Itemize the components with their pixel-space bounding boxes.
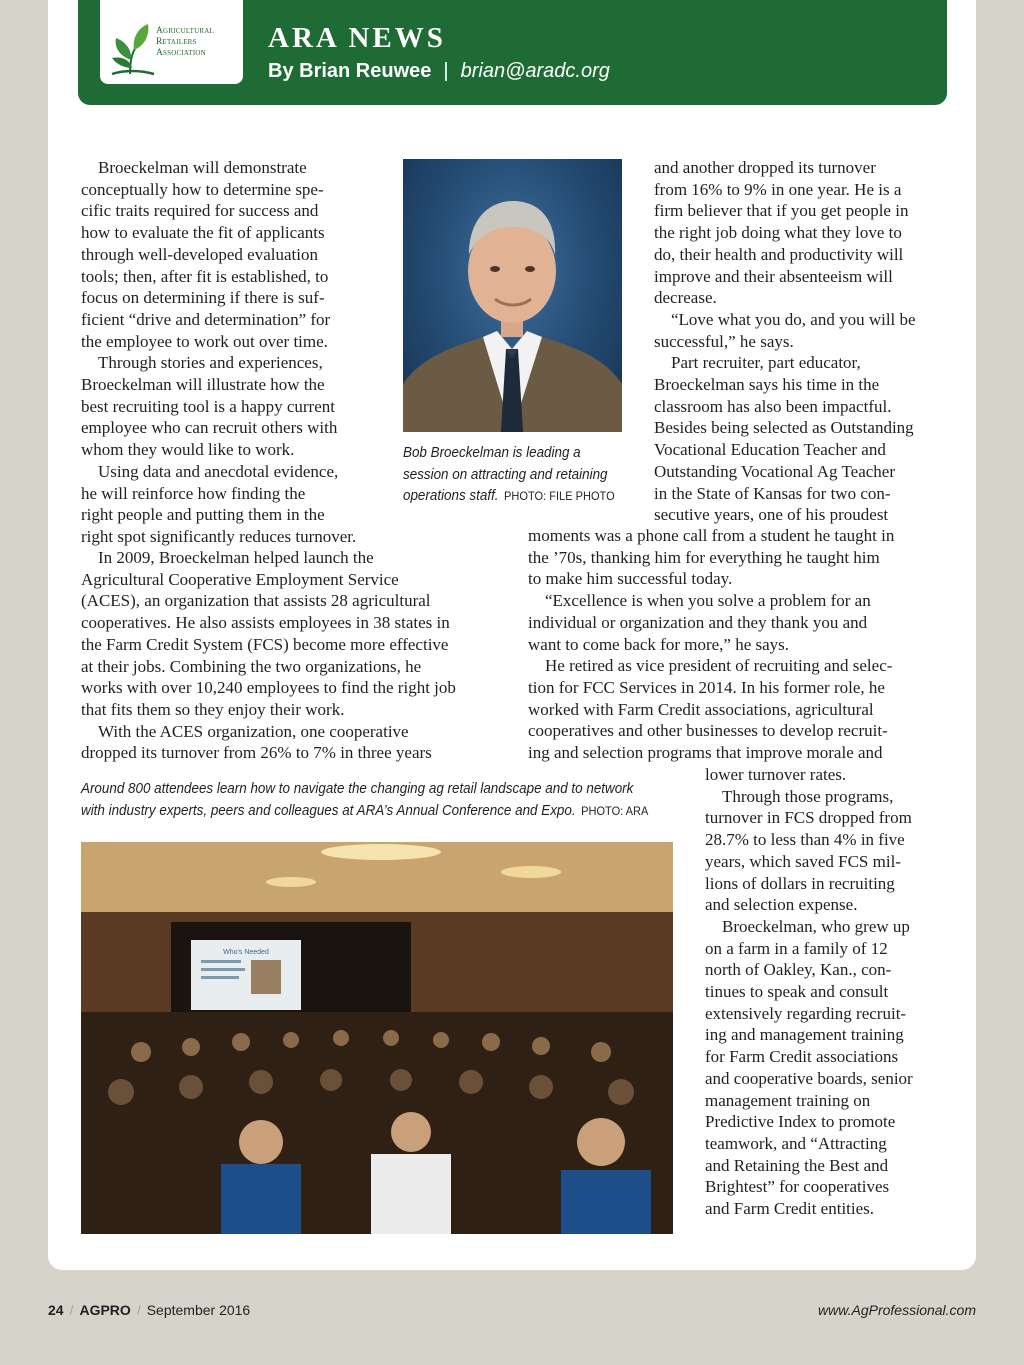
article-line: north of Oakley, Kan., con- (705, 960, 892, 980)
article-line: Using data and anecdotal evidence, (98, 461, 339, 481)
article-line: he will reinforce how finding the (81, 483, 306, 503)
article-line: secutive years, one of his proudest (654, 505, 889, 525)
footer-slash: / (69, 1302, 74, 1318)
article-line: how to evaluate the fit of applicants (81, 223, 325, 243)
article-line: successful,” he says. (654, 331, 794, 351)
article-line: the right job doing what they love to (654, 223, 902, 243)
article-line: tion for FCC Services in 2014. In his former role, he (528, 677, 885, 697)
article-line: Broeckelman will illustrate how the (81, 375, 325, 395)
logo-line: Agricultural (156, 26, 215, 36)
page-number: 24 (48, 1302, 64, 1318)
author-email-link[interactable]: brian@aradc.org (460, 60, 610, 82)
article-line: Part recruiter, part educator, (671, 353, 861, 373)
article-line: dropped its turnover from 26% to 7% in three years (81, 743, 432, 763)
leaf-logo-icon (110, 20, 156, 78)
article-line: want to come back for more,” he says. (528, 634, 790, 654)
article-line: for Farm Credit associations (705, 1047, 899, 1067)
article-line: whom they would like to work. (81, 440, 295, 460)
article-line: Broeckelman will demonstrate (98, 158, 307, 177)
article-column-bottom-right (705, 764, 913, 1220)
article-column-right (654, 157, 916, 526)
article-line: from 16% to 9% in one year. He is a (654, 179, 902, 199)
article-line: lions of dollars in recruiting (705, 873, 895, 893)
article-line: cific traits required for success and (81, 201, 319, 221)
article-line: With the ACES organization, one cooperative (98, 721, 409, 741)
conference-photo (81, 842, 673, 1234)
article-line: turnover in FCS dropped from (705, 808, 912, 828)
article-line: and selection expense. (705, 895, 858, 915)
article-line: and cooperative boards, senior (705, 1068, 913, 1088)
article-line: the ’70s, thanking him for everything he taught him (528, 547, 880, 567)
article-line: In 2009, Broeckelman helped launch the (98, 548, 374, 567)
article-line: and Farm Credit entities. (705, 1199, 875, 1219)
article-line: the employee to work out over time. (81, 331, 328, 351)
section-title: ARA NEWS (268, 22, 446, 54)
article-column-left-wide (81, 547, 456, 764)
article-column-left (81, 157, 356, 548)
article-line: Brightest” for cooperatives (705, 1177, 890, 1197)
caption-line: session on attracting and retaining (403, 466, 608, 483)
article-line: tinues to speak and consult (705, 982, 889, 1002)
logo-line: Retailers (156, 37, 197, 47)
article-line: Through stories and experiences, (98, 353, 323, 373)
article-line: tools; then, after fit is established, to (81, 266, 329, 286)
magazine-name: AGPRO (79, 1302, 131, 1318)
article-line: ficient “drive and determination” for (81, 309, 331, 329)
article-column-right-wide (528, 525, 894, 764)
caption-text: with industry experts, peers and colleagues at ARA’s Annual Conference and Expo. (81, 802, 576, 819)
article-line: He retired as vice president of recruiting and selec- (545, 656, 893, 676)
article-line: teamwork, and “Attracting (705, 1133, 887, 1153)
article-line: employee who can recruit others with (81, 418, 338, 438)
article-line: extensively regarding recruit- (705, 1003, 907, 1023)
article-line: best recruiting tool is a happy current (81, 396, 335, 416)
article-line: right spot significantly reduces turnover. (81, 526, 357, 546)
photo-credit: PHOTO: FILE PHOTO (504, 489, 615, 503)
article-line: “Love what you do, and you will be (671, 309, 916, 329)
article-line: individual or organization and they thank you and (528, 612, 868, 632)
portrait-photo (403, 159, 622, 432)
byline-author: By Brian Reuwee (268, 60, 432, 82)
article-line: conceptually how to determine spe- (81, 179, 324, 199)
article-line: firm believer that if you get people in (654, 201, 909, 221)
article-line: management training on (705, 1090, 871, 1110)
slide-title: Who's Needed (223, 949, 269, 956)
article-line: in the State of Kansas for two con- (654, 483, 891, 503)
caption-line: Bob Broeckelman is leading a (403, 445, 581, 461)
article-line: “Excellence is when you solve a problem for an (545, 591, 871, 611)
article-line: on a farm in a family of 12 (705, 938, 888, 958)
article-line: cooperatives. He also assists employees in 38 states in (81, 613, 450, 633)
logo-line: Association (156, 48, 206, 58)
article-line: Besides being selected as Outstanding (654, 418, 914, 438)
conference-caption (81, 779, 648, 822)
caption-line: Around 800 attendees learn how to navigate the changing ag retail landscape and to network (81, 781, 634, 797)
article-line: cooperatives and other businesses to develop recruit- (528, 721, 888, 741)
website-link[interactable]: www.AgProfessional.com (818, 1302, 976, 1318)
article-line: Broeckelman says his time in the (654, 375, 880, 395)
article-line: Agricultural Cooperative Employment Service (81, 569, 399, 589)
caption-line (81, 801, 648, 823)
article-line: Through those programs, (722, 786, 894, 806)
article-line: classroom has also been impactful. (654, 396, 892, 416)
article-line: focus on determining if there is suf- (81, 288, 325, 308)
article-line: ing and selection programs that improve morale and (528, 743, 883, 763)
article-line: 28.7% to less than 4% in five (705, 830, 905, 850)
article-line: worked with Farm Credit associations, agricultural (528, 699, 874, 719)
article-line: ing and management training (705, 1025, 904, 1045)
article-line: do, their health and productivity will (654, 244, 904, 264)
ara-logo (100, 0, 243, 84)
article-line: the Farm Credit System (FCS) become more effective (81, 634, 449, 654)
caption-text: operations staff. (403, 488, 499, 504)
article-line: and Retaining the Best and (705, 1155, 889, 1175)
byline (268, 60, 610, 83)
portrait-illustration (403, 159, 622, 432)
page-footer (48, 1302, 250, 1318)
article-line: Broeckelman, who grew up (722, 916, 910, 936)
article-line: works with over 10,240 employees to find the right job (81, 678, 456, 698)
article-line: decrease. (654, 288, 717, 308)
conference-illustration (81, 842, 673, 1234)
article-line: Predictive Index to promote (705, 1112, 896, 1132)
article-line: to make him successful today. (528, 569, 733, 589)
footer-slash: / (136, 1302, 141, 1318)
article-line: right people and putting them in the (81, 505, 325, 525)
article-line: moments was a phone call from a student he taught in (528, 526, 895, 545)
article-line: lower turnover rates. (705, 765, 847, 784)
article-line: years, which saved FCS mil- (705, 851, 901, 871)
caption-line (403, 486, 615, 508)
byline-separator: | (443, 60, 449, 82)
photo-credit: PHOTO: ARA (581, 803, 649, 818)
portrait-caption (403, 443, 615, 508)
article-line: Outstanding Vocational Ag Teacher (654, 461, 896, 481)
article-line: Vocational Education Teacher and (654, 440, 886, 460)
logo-wordmark (156, 26, 214, 59)
article-line: that fits them so they enjoy their work. (81, 699, 345, 719)
article-line: (ACES), an organization that assists 28 agricultural (81, 591, 431, 611)
article-line: and another dropped its turnover (654, 158, 876, 177)
article-line: improve and their absenteeism will (654, 266, 893, 286)
issue-date: September 2016 (146, 1302, 251, 1318)
article-line: at their jobs. Combining the two organizations, he (81, 656, 422, 676)
article-line: through well-developed evaluation (81, 244, 318, 264)
